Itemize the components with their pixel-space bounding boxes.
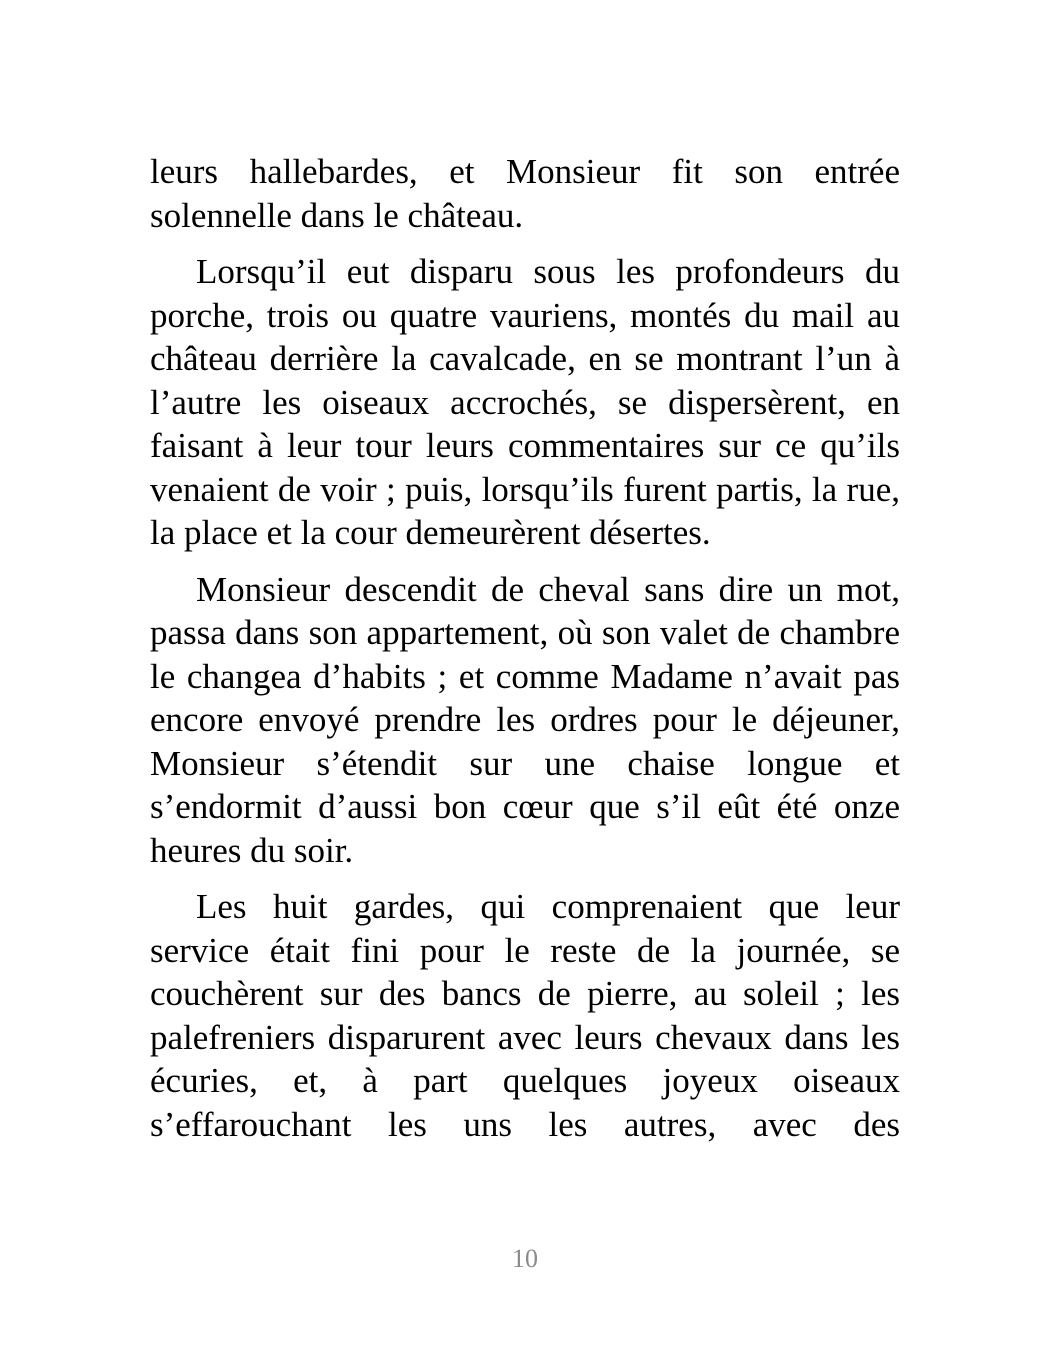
paragraph-continuation: leurs hallebardes, et Monsieur fit son entrée solennelle dans le château.	[150, 152, 900, 235]
paragraph: Lorsqu’il eut disparu sous les profondeurs du porche, trois ou quatre vauriens, montés du mail au château derrière la cavalcade, en se montrant l’un à l’autre les oiseaux accrochés, se dispersèrent, en faisant à leur tour leurs commentaires sur ce qu’ils venaient de voir ; puis, lorsqu’ils furent partis, la rue, la place et la cour demeurèrent désertes.	[150, 252, 900, 552]
paragraph: Monsieur descendit de cheval sans dire un mot, passa dans son appartement, où son valet de chambre le changea d’habits ; et comme Madame n’avait pas encore envoyé prendre les ordres pour le déjeuner, Monsieur s’étendit sur une chaise longue et s’endormit d’aussi bon cœur que s’il eût été onze heures du soir.	[150, 569, 900, 870]
paragraph-continued: Les huit gardes, qui comprenaient que leur service était fini pour le reste de la journée, se couchèrent sur des bancs de pierre, au soleil ; les palefreniers disparurent avec leurs chevaux dans les écuries, et, à part quelques joyeux oiseaux s’effarouchant les uns les autres, avec des	[150, 887, 900, 1144]
page-number: 10	[512, 1244, 538, 1273]
body-text	[150, 150, 900, 1159]
